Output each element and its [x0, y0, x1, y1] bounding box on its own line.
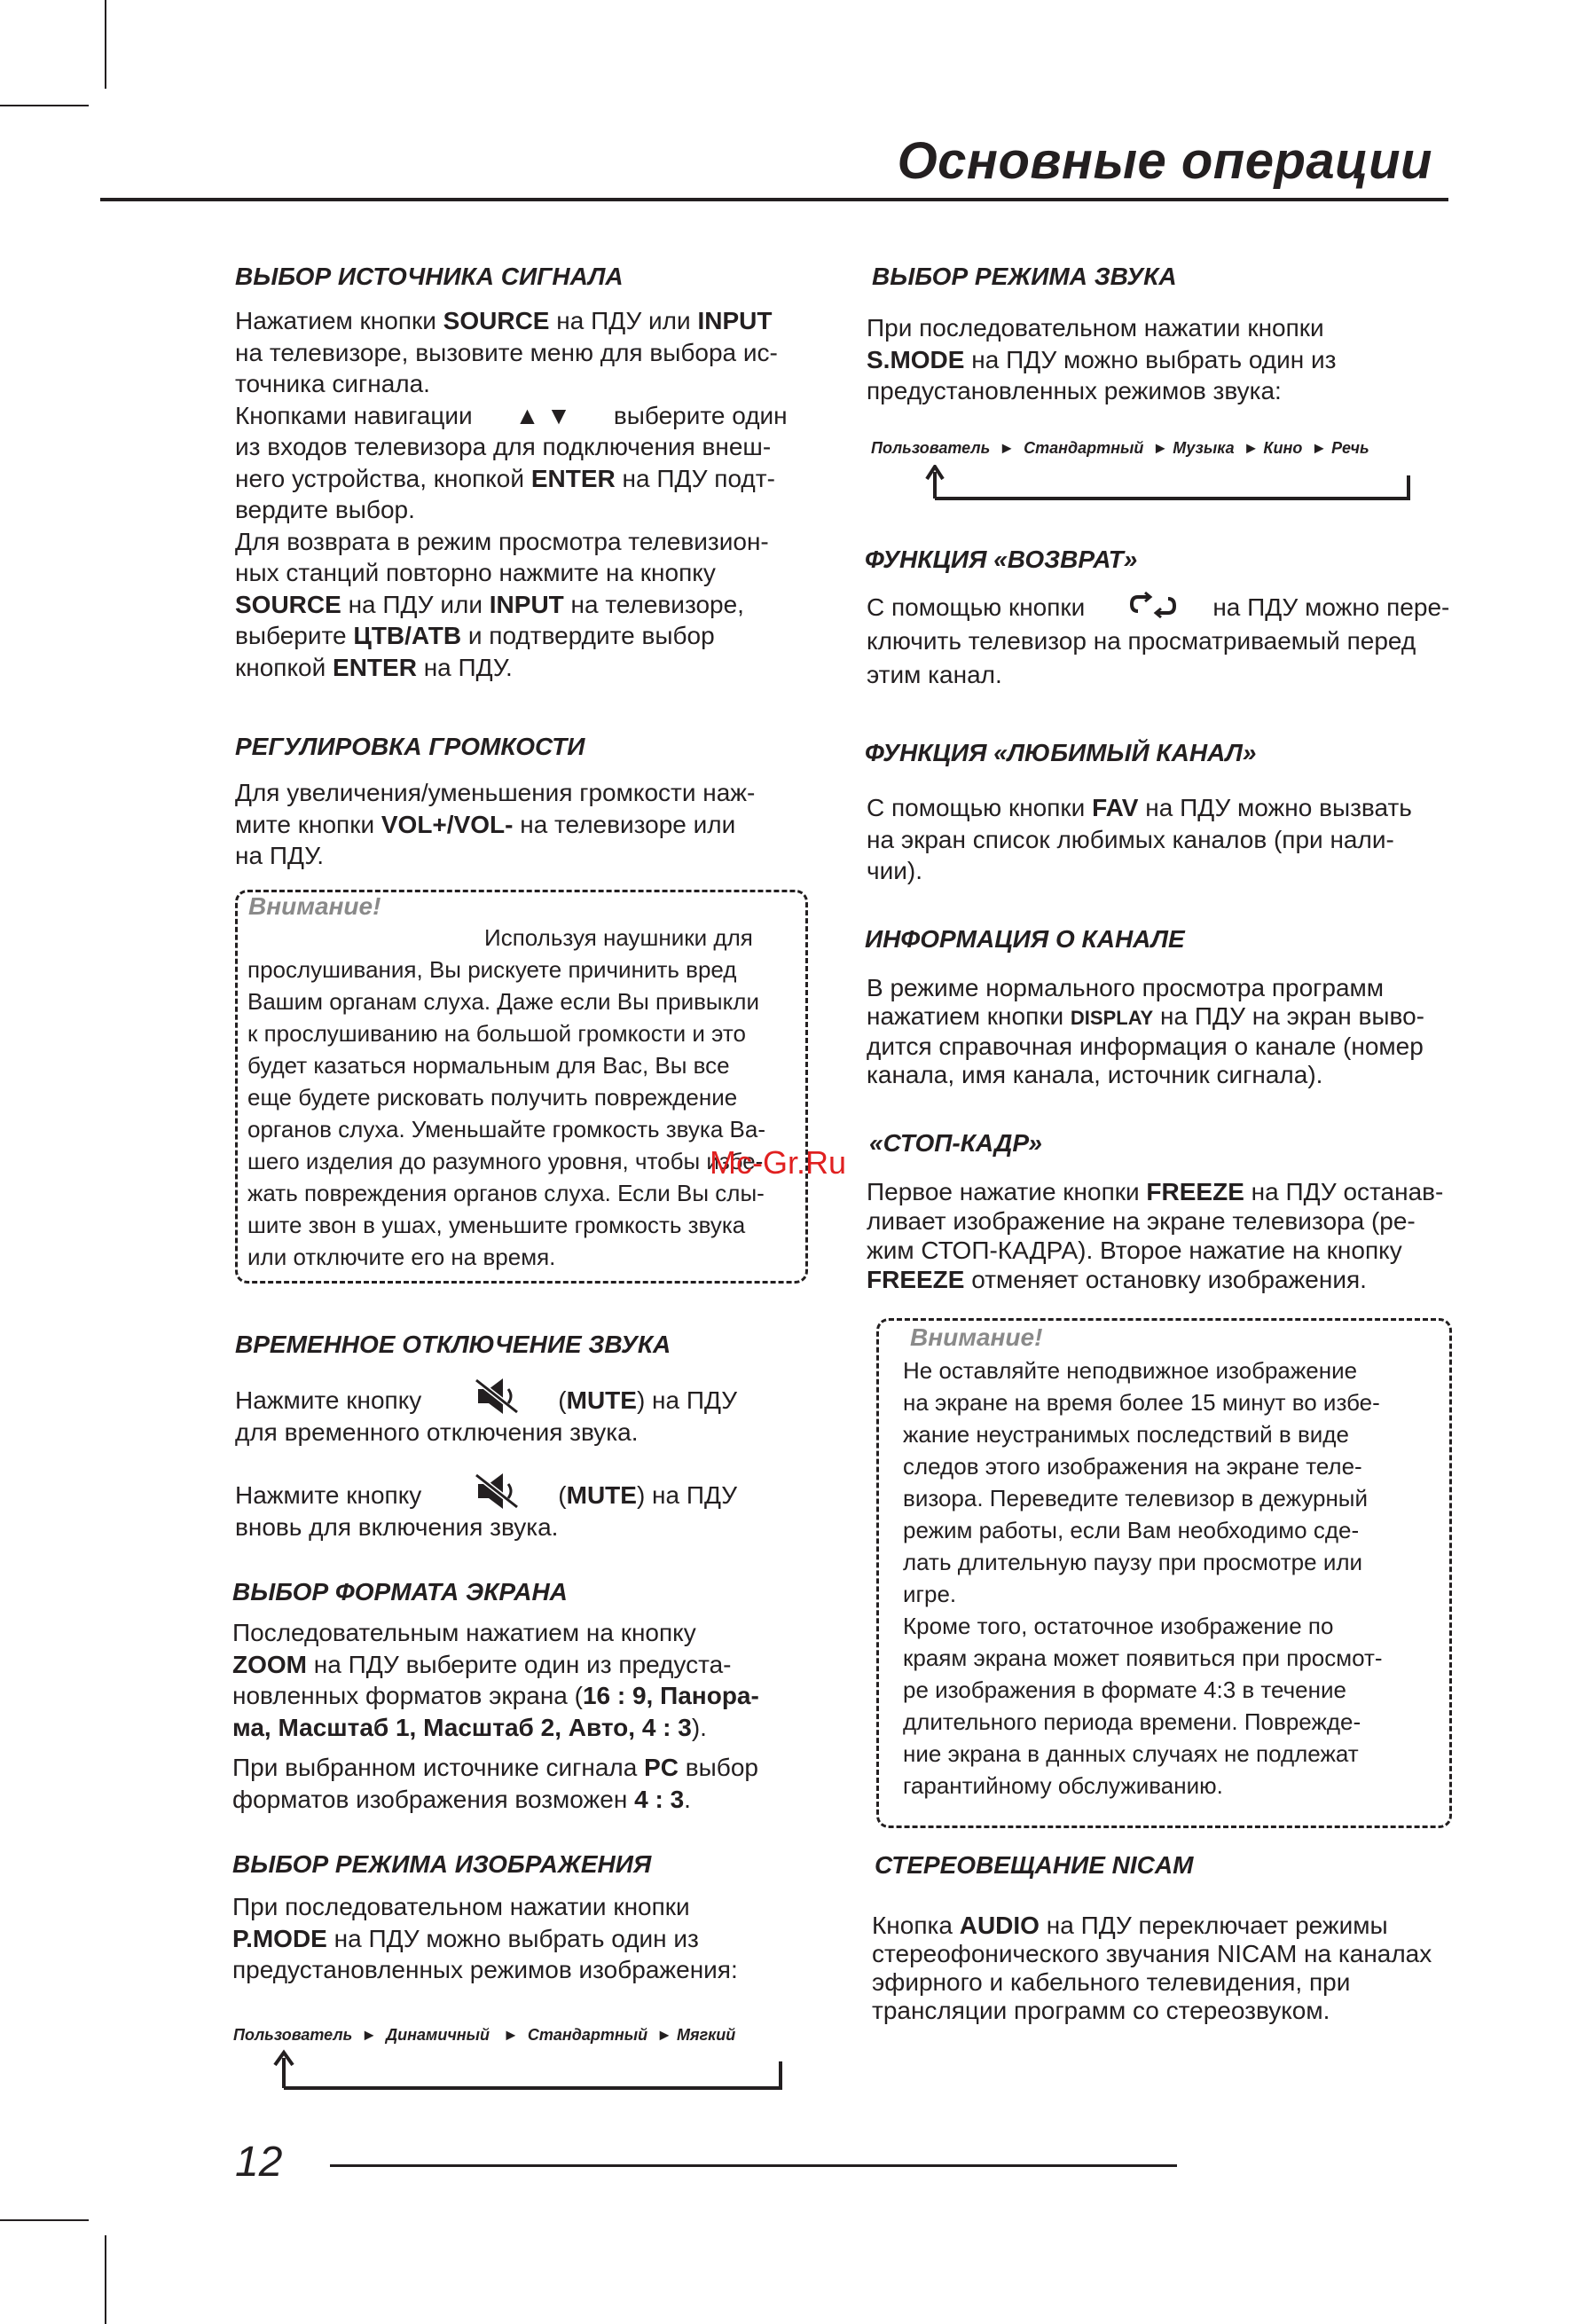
- warning-line: жание неустранимых последствий в виде: [903, 1421, 1349, 1448]
- section-source: [235, 263, 829, 291]
- back-body: С помощью кнопки на ПДУ можно пере- ключить телевизор на просматриваемый перед этим канал.: [867, 591, 1498, 692]
- info-body: В режиме нормального просмотра программ нажатием кнопки DISPLAY на ПДУ на экран выво- дится справочная информация о канале (номер канала, имя канала, источник сигнала).: [867, 974, 1424, 1088]
- mute-body-a: Нажмите кнопку (MUTE) на ПДУ для временного отключения звука.: [235, 1385, 829, 1448]
- crop-mark: [0, 2219, 89, 2221]
- zoom-body: Последовательным нажатием на кнопку ZOOM на ПДУ выберите один из предуста- новленных форматов экрана (16 : 9, Панора- ма, Масштаб 1, Масштаб 2, Авто, 4 : 3). При выбранном источнике сигнала PC выбор форматов изображения возможен 4 : 3.: [232, 1619, 759, 1813]
- warning-line: лать длительную паузу при просмотре или: [903, 1549, 1363, 1575]
- freeze-body: Первое нажатие кнопки FREEZE на ПДУ останав- ливает изображение на экране телевизора (ре- жим СТОП-КАДРА). Второе нажатие на кнопку FREEZE отменяет остановку изображения.: [867, 1178, 1444, 1293]
- section-zoom: [232, 1578, 827, 1606]
- warning-line: будет казаться нормальным для Вас, Вы все: [247, 1052, 730, 1079]
- section-heading: ВЫБОР ИСТОЧНИКА СИГНАЛА: [235, 263, 624, 290]
- warning-line: шите звон в ушах, уменьшите громкость звука: [247, 1212, 746, 1238]
- page-number: 12: [235, 2139, 283, 2186]
- warning-line: длительного периода времени. Поврежде-: [903, 1708, 1361, 1735]
- warning-line: на экране на время более 15 минут во избе-: [903, 1389, 1380, 1416]
- warning-line: прослушивания, Вы рискуете причинить вред: [247, 956, 737, 983]
- return-icon: [1129, 592, 1177, 618]
- section-heading: РЕГУЛИРОВКА ГРОМКОСТИ: [235, 733, 585, 760]
- mute-icon: [473, 1377, 522, 1416]
- section-heading: СТЕРЕОВЕЩАНИЕ NICAM: [875, 1851, 1194, 1879]
- section-smode: [872, 263, 1503, 291]
- warning-line: или отключите его на время.: [247, 1244, 556, 1270]
- crop-mark: [105, 2235, 106, 2324]
- warning-line: игре.: [903, 1581, 957, 1607]
- warning-line: Не оставляйте неподвижное изображение: [903, 1357, 1358, 1384]
- section-heading: ФУНКЦИЯ «ЛЮБИМЫЙ КАНАЛ»: [865, 739, 1257, 766]
- watermark: Mc-Gr.Ru: [710, 1144, 847, 1181]
- warning-title: Внимание!: [248, 892, 381, 920]
- warning-line: следов этого изображения на экране теле-: [903, 1453, 1362, 1480]
- warning-line: визора. Переведите телевизор в дежурный: [903, 1485, 1369, 1511]
- warning-line: ние экрана в данных случаях не подлежат: [903, 1740, 1359, 1767]
- section-heading: ВРЕМЕННОЕ ОТКЛЮЧЕНИЕ ЗВУКА: [235, 1331, 671, 1358]
- volume-body: Для увеличения/уменьшения громкости наж- мите кнопки VOL+/VOL- на телевизоре или на ПДУ.: [235, 779, 756, 869]
- source-body: Нажатием кнопки SOURCE на ПДУ или INPUT на телевизоре, вызовите меню для выбора ис- точника сигнала. Кнопками навигации ▲ ▼ выберите один из входов телевизора для подключения внеш- него устройства, кнопкой ENTER на ПДУ подт- вердите выбор. Для возврата в режим просмотра телевизион- ных станций повторно нажмите на кнопку SOURCE на ПДУ или INPUT на телевизоре, выберите ЦТВ/АТВ и подтвердите выбор кнопкой ENTER на ПДУ.: [235, 307, 788, 681]
- fav-body: С помощью кнопки FAV на ПДУ можно вызвать на экран список любимых каналов (при нали- чии).: [867, 794, 1412, 884]
- section-nicam: [875, 1851, 1506, 1880]
- warning-line: режим работы, если Вам необходимо сде-: [903, 1517, 1360, 1543]
- section-heading: ИНФОРМАЦИЯ О КАНАЛЕ: [865, 925, 1185, 953]
- footer-rule: [330, 2164, 1177, 2167]
- loop-arrow-icon: [266, 2049, 785, 2092]
- warning-line: шего изделия до разумного уровня, чтобы избе-: [247, 1148, 764, 1174]
- loop-arrow-icon: [922, 465, 1415, 502]
- warning-line: Используя наушники для: [484, 924, 753, 951]
- warning-line: органов слуха. Уменьшайте громкость звука Ва-: [247, 1116, 765, 1142]
- warning-line: Вашим органам слуха. Даже если Вы привыкли: [247, 988, 759, 1015]
- section-freeze: [869, 1129, 1501, 1158]
- section-heading: «СТОП-КАДР»: [869, 1129, 1042, 1157]
- warning-line: ре изображения в формате 4:3 в течение: [903, 1676, 1346, 1703]
- section-heading: ФУНКЦИЯ «ВОЗВРАТ»: [865, 546, 1138, 573]
- nicam-body: Кнопка AUDIO на ПДУ переключает режимы стереофонического звучания NICAM на каналах эфирного и кабельного телевидения, при трансляции программ со стереозвуком.: [872, 1912, 1432, 2024]
- mute-body-b: Нажмите кнопку (MUTE) на ПДУ вновь для включения звука.: [235, 1480, 829, 1543]
- warning-line: краям экрана может появиться при просмот-: [903, 1645, 1383, 1671]
- page-title: Основные операции: [897, 132, 1432, 190]
- mute-icon: [473, 1472, 522, 1511]
- warning-title: Внимание!: [910, 1323, 1043, 1351]
- warning-line: к прослушиванию на большой громкости и это: [247, 1020, 746, 1047]
- header-rule: [100, 198, 1448, 201]
- crop-mark: [105, 0, 106, 89]
- section-pmode: [232, 1850, 827, 1879]
- section-mute: [235, 1331, 829, 1359]
- section-heading: ВЫБОР РЕЖИМА ИЗОБРАЖЕНИЯ: [232, 1850, 652, 1878]
- pmode-body: При последовательном нажатии кнопки P.MODE на ПДУ можно выбрать один из предустановленных режимов изображения:: [232, 1893, 738, 1983]
- warning-line: еще будете рисковать получить повреждение: [247, 1084, 738, 1111]
- warning-line: гарантийному обслуживанию.: [903, 1772, 1223, 1799]
- section-info: [865, 925, 1496, 954]
- nav-arrows-icon: ▲ ▼: [514, 401, 571, 429]
- smode-chain: Пользователь ► Стандартный ► Музыка ► Кино ► Речь: [871, 439, 1369, 457]
- warning-line: жать повреждения органов слуха. Если Вы слы-: [247, 1180, 765, 1206]
- section-back: [865, 546, 1496, 574]
- section-volume: [235, 733, 829, 761]
- smode-body: При последовательном нажатии кнопки S.MODE на ПДУ можно выбрать один из предустановленных режимов звука:: [867, 314, 1337, 404]
- warning-line: Кроме того, остаточное изображение по: [903, 1613, 1334, 1639]
- section-heading: ВЫБОР РЕЖИМА ЗВУКА: [872, 263, 1177, 290]
- pmode-chain: Пользователь ► Динамичный ► Стандартный ► Мягкий: [233, 2026, 736, 2044]
- section-heading: ВЫБОР ФОРМАТА ЭКРАНА: [232, 1578, 568, 1606]
- crop-mark: [0, 105, 89, 106]
- section-fav: [865, 739, 1496, 767]
